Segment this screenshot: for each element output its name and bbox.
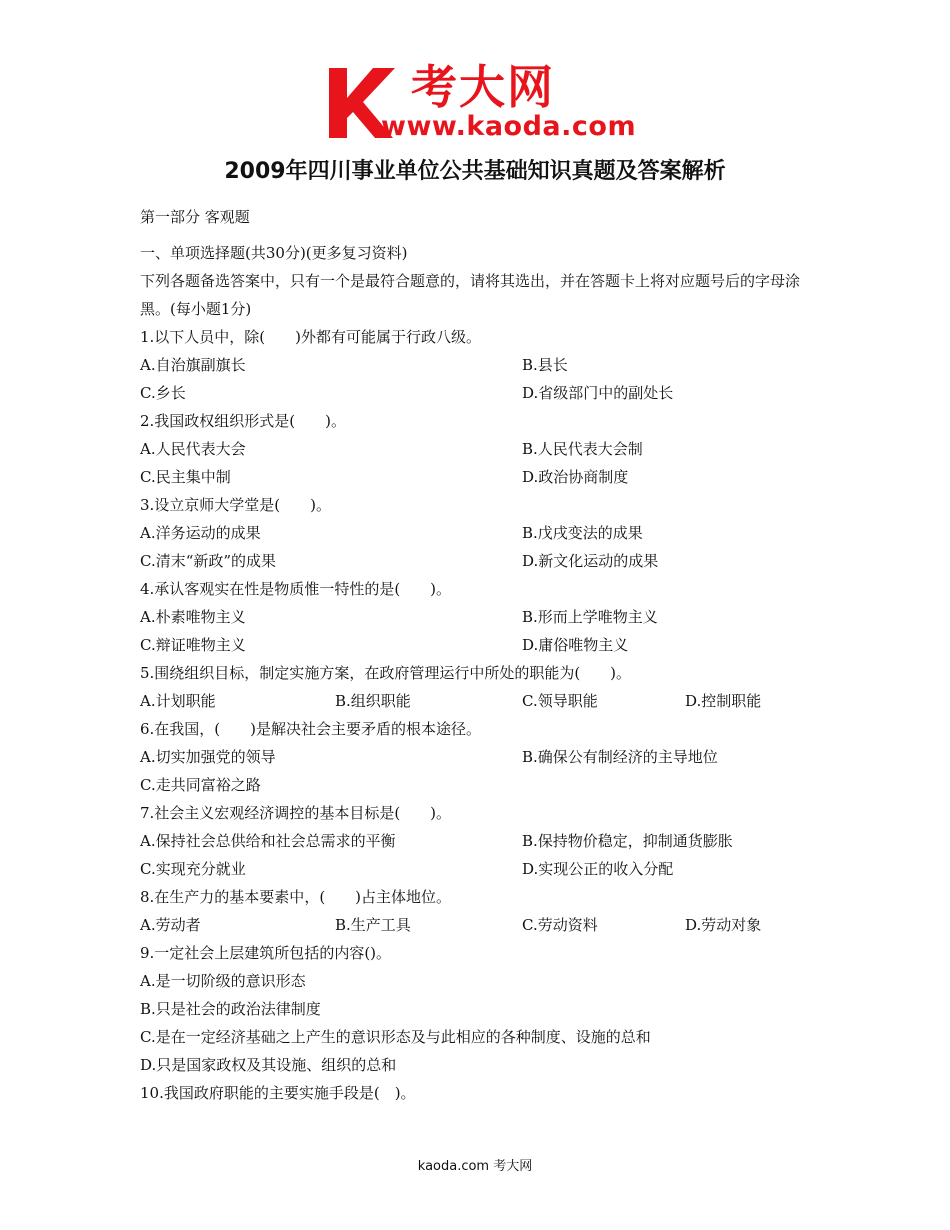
option-b: B.县长 — [522, 356, 568, 374]
option-a: A.计划职能 — [140, 692, 216, 710]
option-d: D.新文化运动的成果 — [522, 552, 659, 570]
option-b: B.形而上学唯物主义 — [522, 608, 658, 626]
question-stem: 1.以下人员中，除( )外都有可能属于行政八级。 — [140, 328, 482, 346]
option-d: D.庸俗唯物主义 — [522, 636, 629, 654]
page-footer: kaoda.com 考大网 — [417, 1159, 533, 1174]
option-b: B.生产工具 — [335, 916, 411, 934]
document-body — [140, 203, 820, 1107]
option-d: D.控制职能 — [685, 692, 762, 710]
option-c: C.是在一定经济基础之上产生的意识形态及与此相应的各种制度、设施的总和 — [140, 1028, 651, 1046]
option-a: A.是一切阶级的意识形态 — [140, 972, 306, 990]
option-row — [140, 911, 820, 939]
option-a: A.保持社会总供给和社会总需求的平衡 — [140, 832, 396, 850]
option-b: B.人民代表大会制 — [522, 440, 643, 458]
option-a: A.切实加强党的领导 — [140, 748, 276, 766]
question-stem: 7.社会主义宏观经济调控的基本目标是( )。 — [140, 804, 452, 822]
option-c: C.走共同富裕之路 — [140, 776, 261, 794]
part-heading: 第一部分 客观题 — [140, 208, 250, 226]
option-c: C.实现充分就业 — [140, 860, 246, 878]
question-stem: 4.承认客观实在性是物质惟一特性的是( )。 — [140, 580, 452, 598]
question-stem: 6.在我国，( )是解决社会主要矛盾的根本途径。 — [140, 720, 482, 738]
question-stem: 9.一定社会上层建筑所包括的内容()。 — [140, 944, 392, 962]
logo-brand-text: 考大网 — [411, 60, 555, 114]
option-row — [140, 687, 820, 715]
question-stem: 5.围绕组织目标，制定实施方案，在政府管理运行中所处的职能为( )。 — [140, 664, 632, 682]
option-a: A.自治旗副旗长 — [140, 356, 246, 374]
option-row — [140, 771, 820, 799]
option-a: A.劳动者 — [140, 916, 201, 934]
option-b: B.只是社会的政治法律制度 — [140, 1000, 321, 1018]
question-stem: 3.设立京师大学堂是( )。 — [140, 496, 332, 514]
option-c: C.清末“新政”的成果 — [140, 552, 277, 570]
option-row — [140, 463, 820, 491]
option-row — [140, 631, 820, 659]
option-d: D.省级部门中的副处长 — [522, 384, 674, 402]
option-b: B.确保公有制经济的主导地位 — [522, 748, 718, 766]
option-a: A.朴素唯物主义 — [140, 608, 246, 626]
question-stem: 10.我国政府职能的主要实施手段是( )。 — [140, 1084, 416, 1102]
page-title: 2009年四川事业单位公共基础知识真题及答案解析 — [224, 159, 726, 184]
option-row — [140, 379, 820, 407]
option-row — [140, 743, 820, 771]
option-d: D.只是国家政权及其设施、组织的总和 — [140, 1056, 397, 1074]
option-a: A.洋务运动的成果 — [140, 524, 261, 542]
option-b: B.保持物价稳定，抑制通货膨胀 — [522, 832, 733, 850]
option-row — [140, 435, 820, 463]
option-c: C.辩证唯物主义 — [140, 636, 246, 654]
option-row — [140, 519, 820, 547]
option-c: C.领导职能 — [522, 692, 598, 710]
option-c: C.劳动资料 — [522, 916, 598, 934]
option-row — [140, 603, 820, 631]
logo-url-text: www.kaoda.com — [381, 111, 637, 142]
option-row — [140, 547, 820, 575]
question-stem: 8.在生产力的基本要素中，( )占主体地位。 — [140, 888, 452, 906]
option-d: D.劳动对象 — [685, 916, 762, 934]
option-c: C.乡长 — [140, 384, 186, 402]
site-logo[interactable] — [325, 60, 635, 142]
option-d: D.政治协商制度 — [522, 468, 629, 486]
option-row — [140, 855, 820, 883]
question-stem: 2.我国政权组织形式是( )。 — [140, 412, 347, 430]
option-b: B.组织职能 — [335, 692, 411, 710]
option-a: A.人民代表大会 — [140, 440, 246, 458]
option-row — [140, 351, 820, 379]
section-heading: 一、单项选择题(共30分)(更多复习资料) — [140, 244, 408, 262]
option-c: C.民主集中制 — [140, 468, 231, 486]
option-d: D.实现公正的收入分配 — [522, 860, 674, 878]
option-b: B.戊戌变法的成果 — [522, 524, 643, 542]
instructions: 下列各题备选答案中，只有一个是最符合题意的，请将其选出，并在答题卡上将对应题号后的字母涂黑。(每小题1分) — [140, 272, 801, 318]
option-row — [140, 827, 820, 855]
